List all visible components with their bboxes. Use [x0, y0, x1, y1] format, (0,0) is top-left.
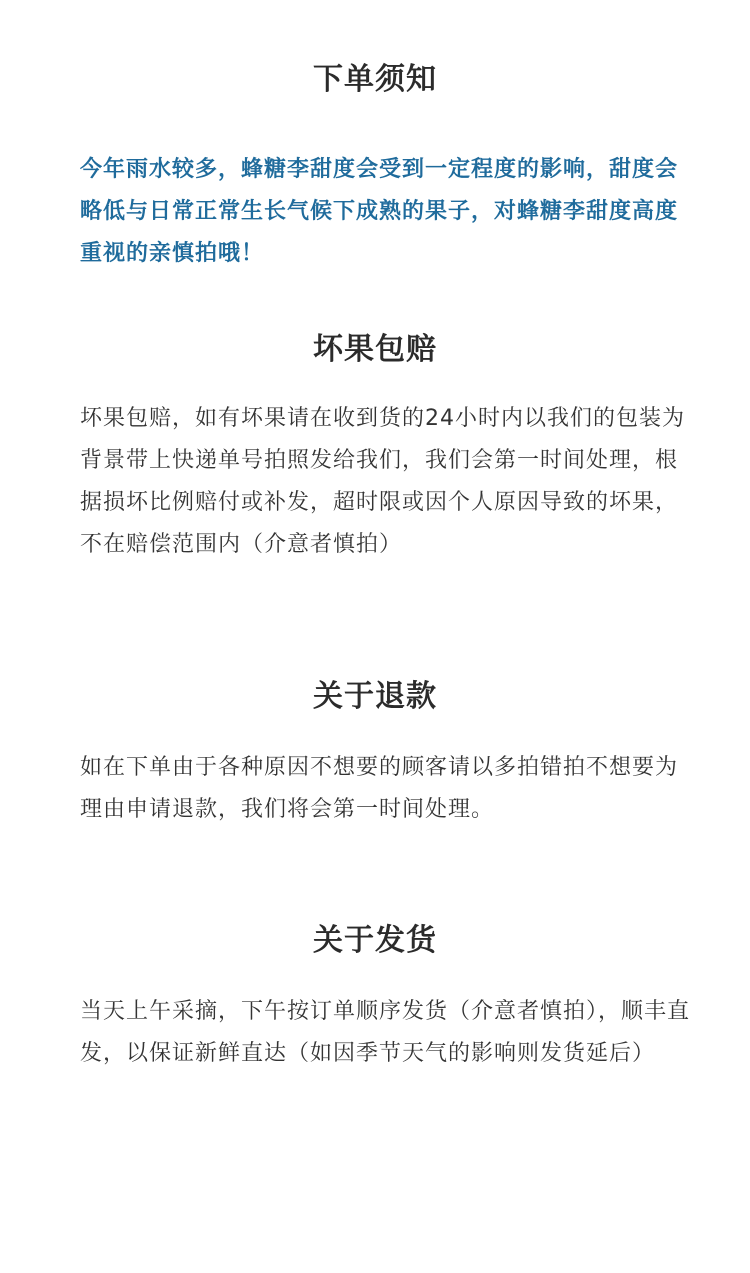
- section-heading-text: 坏果包赔: [313, 332, 437, 367]
- refund-paragraph: 如在下单由于各种原因不想要的顾客请以多拍错拍不想要为理由申请退款，我们将会第一时间处理。: [80, 755, 679, 822]
- order-notice-paragraph: 今年雨水较多，蜂糖李甜度会受到一定程度的影响，甜度会略低与日常正常生长气候下成熟的果子，对蜂糖李甜度高度重视的亲慎拍哦！: [80, 157, 679, 266]
- section-heading-text: 关于退款: [313, 679, 437, 714]
- section-heading-refund: [313, 677, 437, 717]
- section-heading-order-notice: [313, 60, 437, 100]
- section-heading-refund-wrap: [0, 677, 750, 717]
- section-heading-shipping: [313, 921, 437, 961]
- shipping-paragraph: 当天上午采摘，下午按订单顺序发货（介意者慎拍），顺丰直发，以保证新鲜直达（如因季节天气的影响则发货延后）: [80, 999, 691, 1066]
- section-heading-text: 下单须知: [313, 62, 437, 97]
- damage-compensation-paragraph: 坏果包赔，如有坏果请在收到货的24小时内以我们的包装为背景带上快递单号拍照发给我们，我们会第一时间处理，根据损坏比例赔付或补发，超时限或因个人原因导致的坏果，不在赔偿范围内（介意者慎拍）: [80, 406, 685, 557]
- section-heading-order-notice-wrap: [0, 60, 750, 100]
- section-heading-damage-compensation-wrap: [0, 330, 750, 370]
- section-heading-shipping-wrap: [0, 921, 750, 961]
- section-heading-damage-compensation: [313, 330, 437, 370]
- section-heading-text: 关于发货: [313, 923, 437, 958]
